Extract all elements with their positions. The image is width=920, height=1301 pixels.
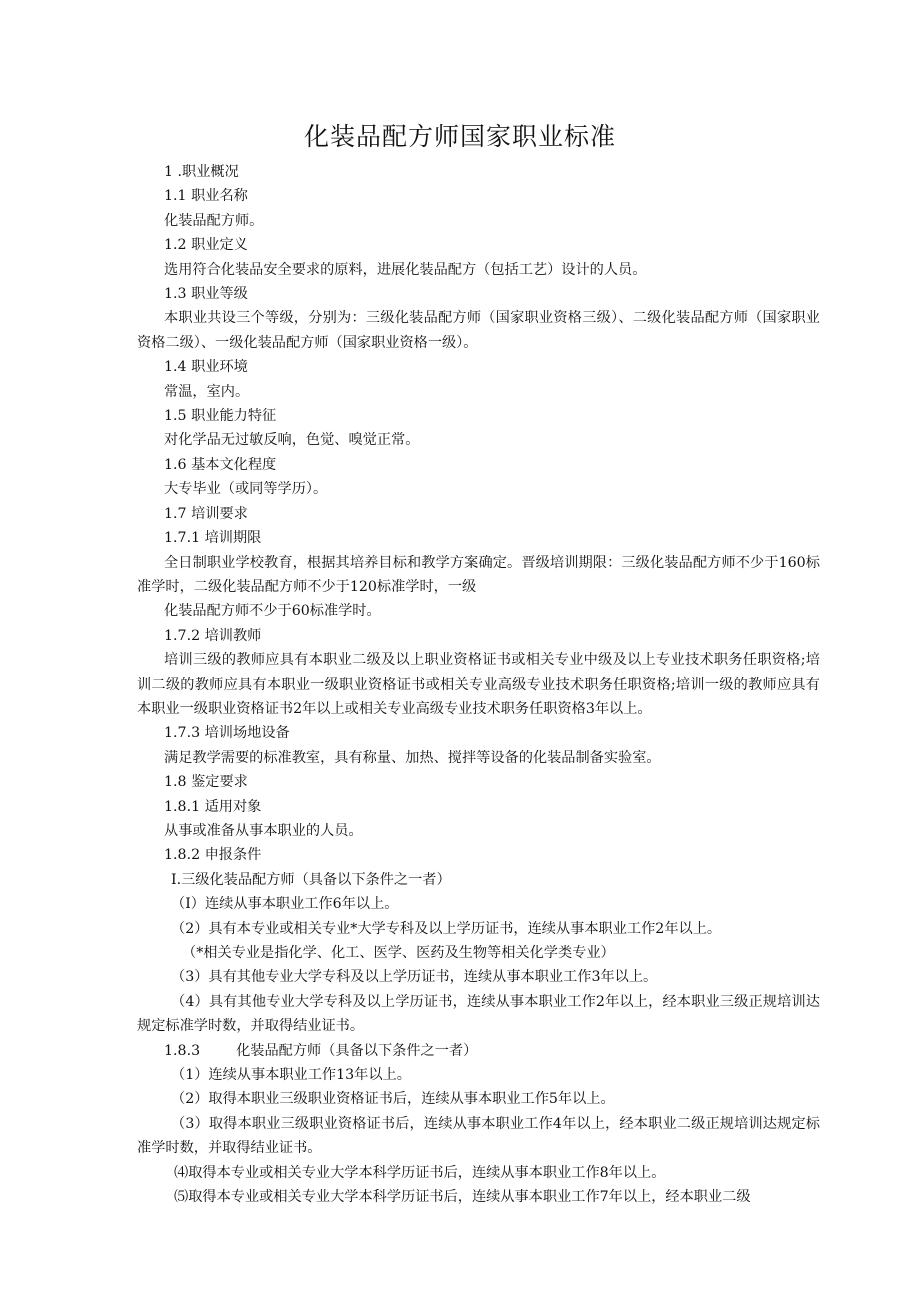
section-heading: [137, 1039, 820, 1063]
section-heading: 1.4 职业环境: [164, 359, 248, 376]
list-item: （3）具有其他专业大学专科及以上学历证书，连续从事本职业工作3年以上。: [171, 969, 658, 986]
paragraph: 化装品配方师。: [164, 212, 264, 229]
section-heading: 1.7.1 培训期限: [164, 530, 262, 547]
document-body: [137, 160, 820, 1209]
paragraph: 大专毕业（或同等学历）。: [164, 481, 328, 498]
section-title: 化装品配方师（具备以下条件之一者）: [236, 1042, 478, 1059]
paragraph: 选用符合化装品安全要求的原料，进展化装品配方（包括工艺）设计的人员。: [164, 261, 647, 278]
paragraph: 常温，室内。: [164, 383, 250, 400]
list-item: ⑸取得本专业或相关专业大学本科学历证书后，连续从事本职业工作7年以上，经本职业二级: [174, 1189, 751, 1206]
list-item: （4）具有其他专业大学专科及以上学历证书，连续从事本职业工作2年以上，经本职业三级正规培训达规定标准学时数，并取得结业证书。: [137, 993, 820, 1035]
section-heading: 1.8.2 申报条件: [164, 847, 262, 864]
paragraph: 从事或准备从事本职业的人员。: [164, 822, 363, 839]
section-heading: 1 .职业概况: [164, 164, 239, 180]
paragraph: 培训三级的教师应具有本职业二级及以上职业资格证书或相关专业中级及以上专业技术职务任职资格;培训二级的教师应具有本职业一级职业资格证书或相关专业高级专业技术职务任职资格;培训一级的教师应具有本职业一级职业资格证书2年以上或相关专业高级专业技术职务任职资格3年以上。: [137, 652, 820, 717]
section-heading: 1.3 职业等级: [164, 286, 248, 303]
paragraph: 对化学品无过敏反响，色觉、嗅觉正常。: [164, 432, 420, 449]
list-item: （1）连续从事本职业工作13年以上。: [171, 1067, 411, 1084]
list-item: （2）具有本专业或相关专业*大学专科及以上学历证书，连续从事本职业工作2年以上。: [171, 920, 722, 937]
list-item: （3）取得本职业三级职业资格证书后，连续从事本职业工作4年以上，经本职业二级正规培训达规定标准学时数，并取得结业证书。: [137, 1115, 820, 1157]
paragraph: 满足教学需要的标准教室，具有称量、加热、搅拌等设备的化装品制备实验室。: [164, 749, 661, 766]
section-heading: 1.7.3 培训场地设备: [164, 725, 290, 742]
document-title: 化装品配方师国家职业标准: [303, 122, 616, 151]
list-item: （I）连续从事本职业工作6年以上。: [171, 896, 399, 913]
footnote: （*相关专业是指化学、化工、医学、医药及生物等相关化学类专业）: [182, 945, 615, 961]
paragraph: 化装品配方师不少于60标准学时。: [164, 603, 381, 620]
section-heading: 1.8.1 适用对象: [164, 798, 262, 815]
list-heading: I.三级化装品配方师（具备以下条件之一者）: [171, 871, 451, 888]
list-item: ⑷取得本专业或相关专业大学本科学历证书后，连续从事本职业工作8年以上。: [174, 1164, 666, 1181]
section-heading: 1.7 培训要求: [164, 505, 248, 522]
section-heading: 1.8 鉴定要求: [164, 774, 248, 791]
section-heading: 1.5 职业能力特征: [164, 408, 277, 425]
section-heading: 1.7.2 培训教师: [164, 627, 262, 644]
list-item: （2）取得本职业三级职业资格证书后，连续从事本职业工作5年以上。: [171, 1091, 615, 1108]
section-heading: 1.6 基本文化程度: [164, 456, 277, 473]
paragraph: 本职业共设三个等级，分别为：三级化装品配方师（国家职业资格三级）、二级化装品配方师（国家职业资格二级）、一级化装品配方师（国家职业资格一级）。: [137, 310, 820, 351]
section-heading: 1.2 职业定义: [164, 237, 248, 254]
paragraph: 全日制职业学校教育，根据其培养目标和教学方案确定。晋级培训期限：三级化装品配方师不少于160标准学时，二级化装品配方师不少于120标准学时，一级: [137, 554, 820, 595]
section-number: 1.8.3: [164, 1042, 201, 1059]
section-heading: 1.1 职业名称: [164, 188, 248, 205]
